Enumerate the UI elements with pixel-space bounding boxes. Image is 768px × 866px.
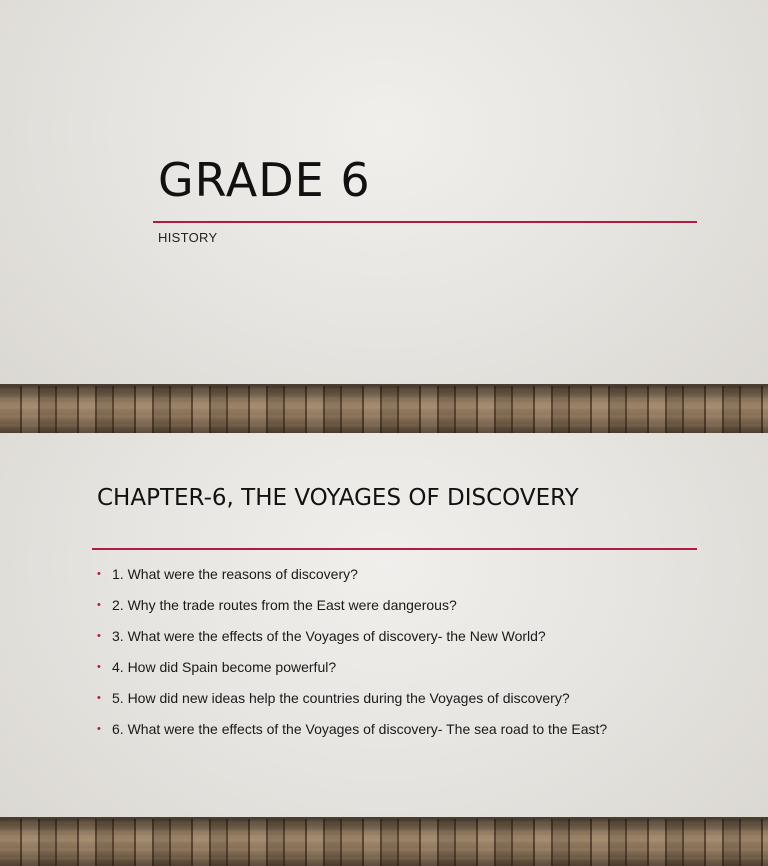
list-item-text: 6. What were the effects of the Voyages of discovery- The sea road to the East? — [112, 721, 608, 737]
list-item — [97, 623, 697, 654]
slide-subtitle: HISTORY — [158, 230, 218, 245]
list-item — [97, 685, 697, 716]
bullet-icon: • — [97, 661, 101, 673]
wood-floor-decoration — [0, 817, 768, 866]
list-item — [97, 592, 697, 623]
bullet-icon: • — [97, 568, 101, 580]
question-list — [97, 561, 697, 747]
list-item-text: 3. What were the effects of the Voyages of discovery- the New World? — [112, 628, 546, 644]
title-divider — [153, 221, 697, 223]
wood-floor-decoration — [0, 384, 768, 433]
bullet-icon: • — [97, 630, 101, 642]
bullet-icon: • — [97, 599, 101, 611]
bullet-icon: • — [97, 723, 101, 735]
bullet-icon: • — [97, 692, 101, 704]
title-divider — [92, 548, 697, 550]
list-item-text: 2. Why the trade routes from the East were dangerous? — [112, 597, 457, 613]
slide-2 — [0, 433, 768, 866]
list-item-text: 5. How did new ideas help the countries during the Voyages of discovery? — [112, 690, 570, 706]
slide-title: CHAPTER-6, THE VOYAGES OF DISCOVERY — [97, 485, 579, 511]
slide-title: GRADE 6 — [158, 153, 371, 207]
list-item — [97, 716, 697, 747]
list-item — [97, 654, 697, 685]
list-item — [97, 561, 697, 592]
list-item-text: 4. How did Spain become powerful? — [112, 659, 337, 675]
list-item-text: 1. What were the reasons of discovery? — [112, 566, 358, 582]
